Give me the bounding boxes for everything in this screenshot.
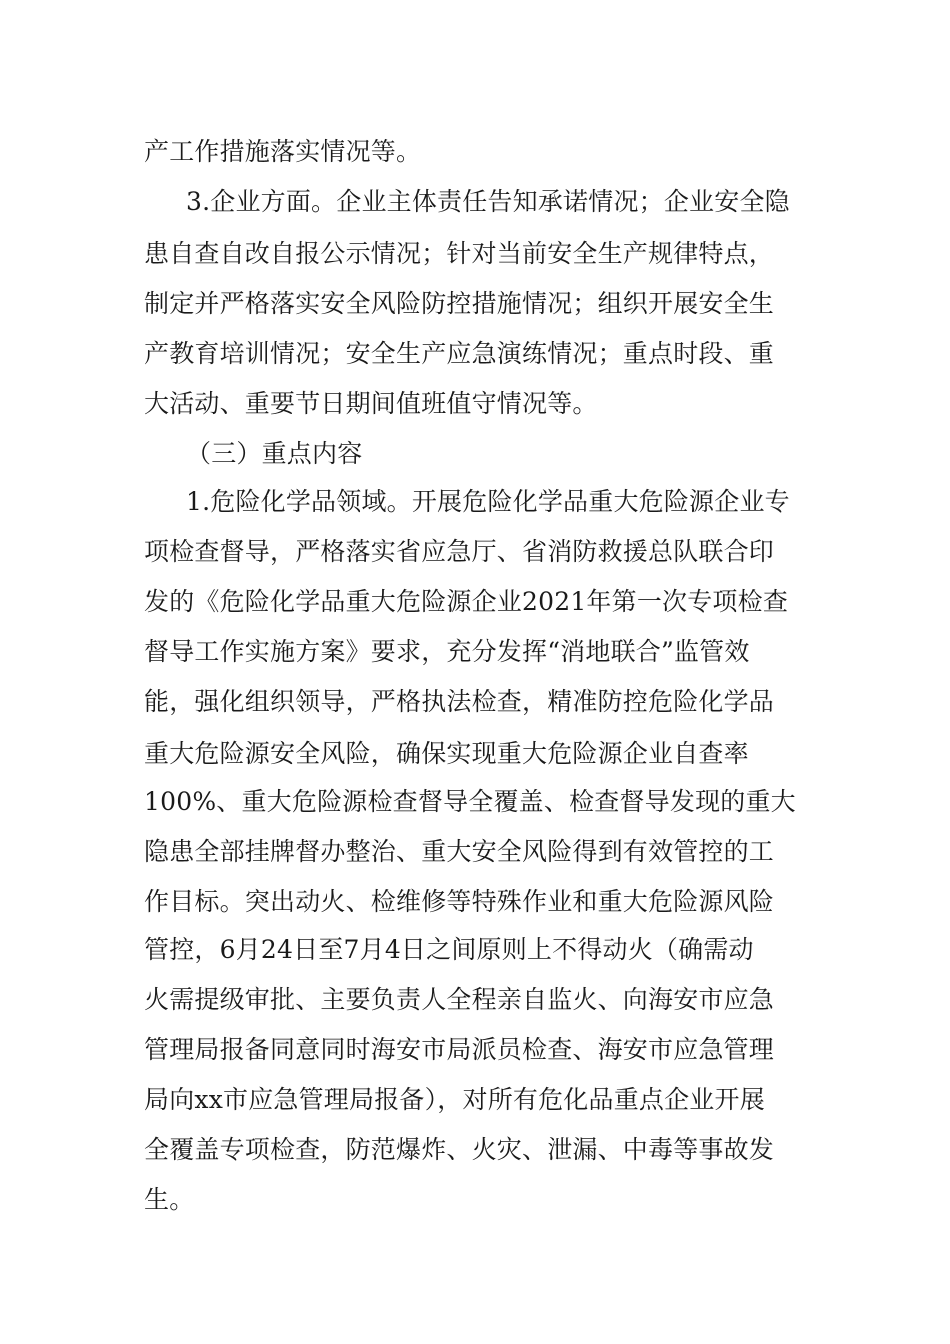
text-line: 隐患全部挂牌督办整治、重大安全风险得到有效管控的工: [144, 837, 775, 866]
text-line: 督导工作实施方案》要求，充分发挥“消地联合”监管效: [144, 637, 750, 666]
paragraph-enterprise-heading: 3.企业方面。企业主体责任告知承诺情况；企业安全隐: [186, 187, 790, 216]
text-line: 能，强化组织领导，严格执法检查，精准防控危险化学品: [144, 687, 775, 716]
text-line: 发的《危险化学品重大危险源企业2021年第一次专项检查: [144, 587, 789, 616]
text-line: 作目标。突出动火、检维修等特殊作业和重大危险源风险: [144, 887, 775, 916]
text-line: 大活动、重要节日期间值班值守情况等。: [144, 389, 598, 418]
text-line: 管理局报备同意同时海安市局派员检查、海安市应急管理: [144, 1035, 775, 1064]
text-line: 全覆盖专项检查，防范爆炸、火灾、泄漏、中毒等事故发: [144, 1135, 775, 1164]
text-line: 制定并严格落实安全风险防控措施情况；组织开展安全生: [144, 289, 775, 318]
text-line: 重大危险源安全风险，确保实现重大危险源企业自查率: [144, 739, 749, 768]
text-line: 局向xx市应急管理局报备），对所有危化品重点企业开展: [144, 1085, 765, 1114]
text-line: 管控，6月24日至7月4日之间原则上不得动火（确需动: [144, 935, 754, 964]
paragraph-chemicals-heading: 1.危险化学品领域。开展危险化学品重大危险源企业专: [186, 487, 790, 516]
text-line: 产工作措施落实情况等。: [144, 137, 422, 166]
text-line: 100%、重大危险源检查督导全覆盖、检查督导发现的重大: [144, 787, 796, 816]
text-line: 患自查自改自报公示情况；针对当前安全生产规律特点，: [144, 239, 775, 268]
text-line: 火需提级审批、主要负责人全程亲自监火、向海安市应急: [144, 985, 775, 1014]
section-heading: （三）重点内容: [186, 439, 363, 468]
text-line: 生。: [144, 1185, 195, 1214]
text-line: 项检查督导，严格落实省应急厅、省消防救援总队联合印: [144, 537, 775, 566]
text-line: 产教育培训情况；安全生产应急演练情况；重点时段、重: [144, 339, 775, 368]
